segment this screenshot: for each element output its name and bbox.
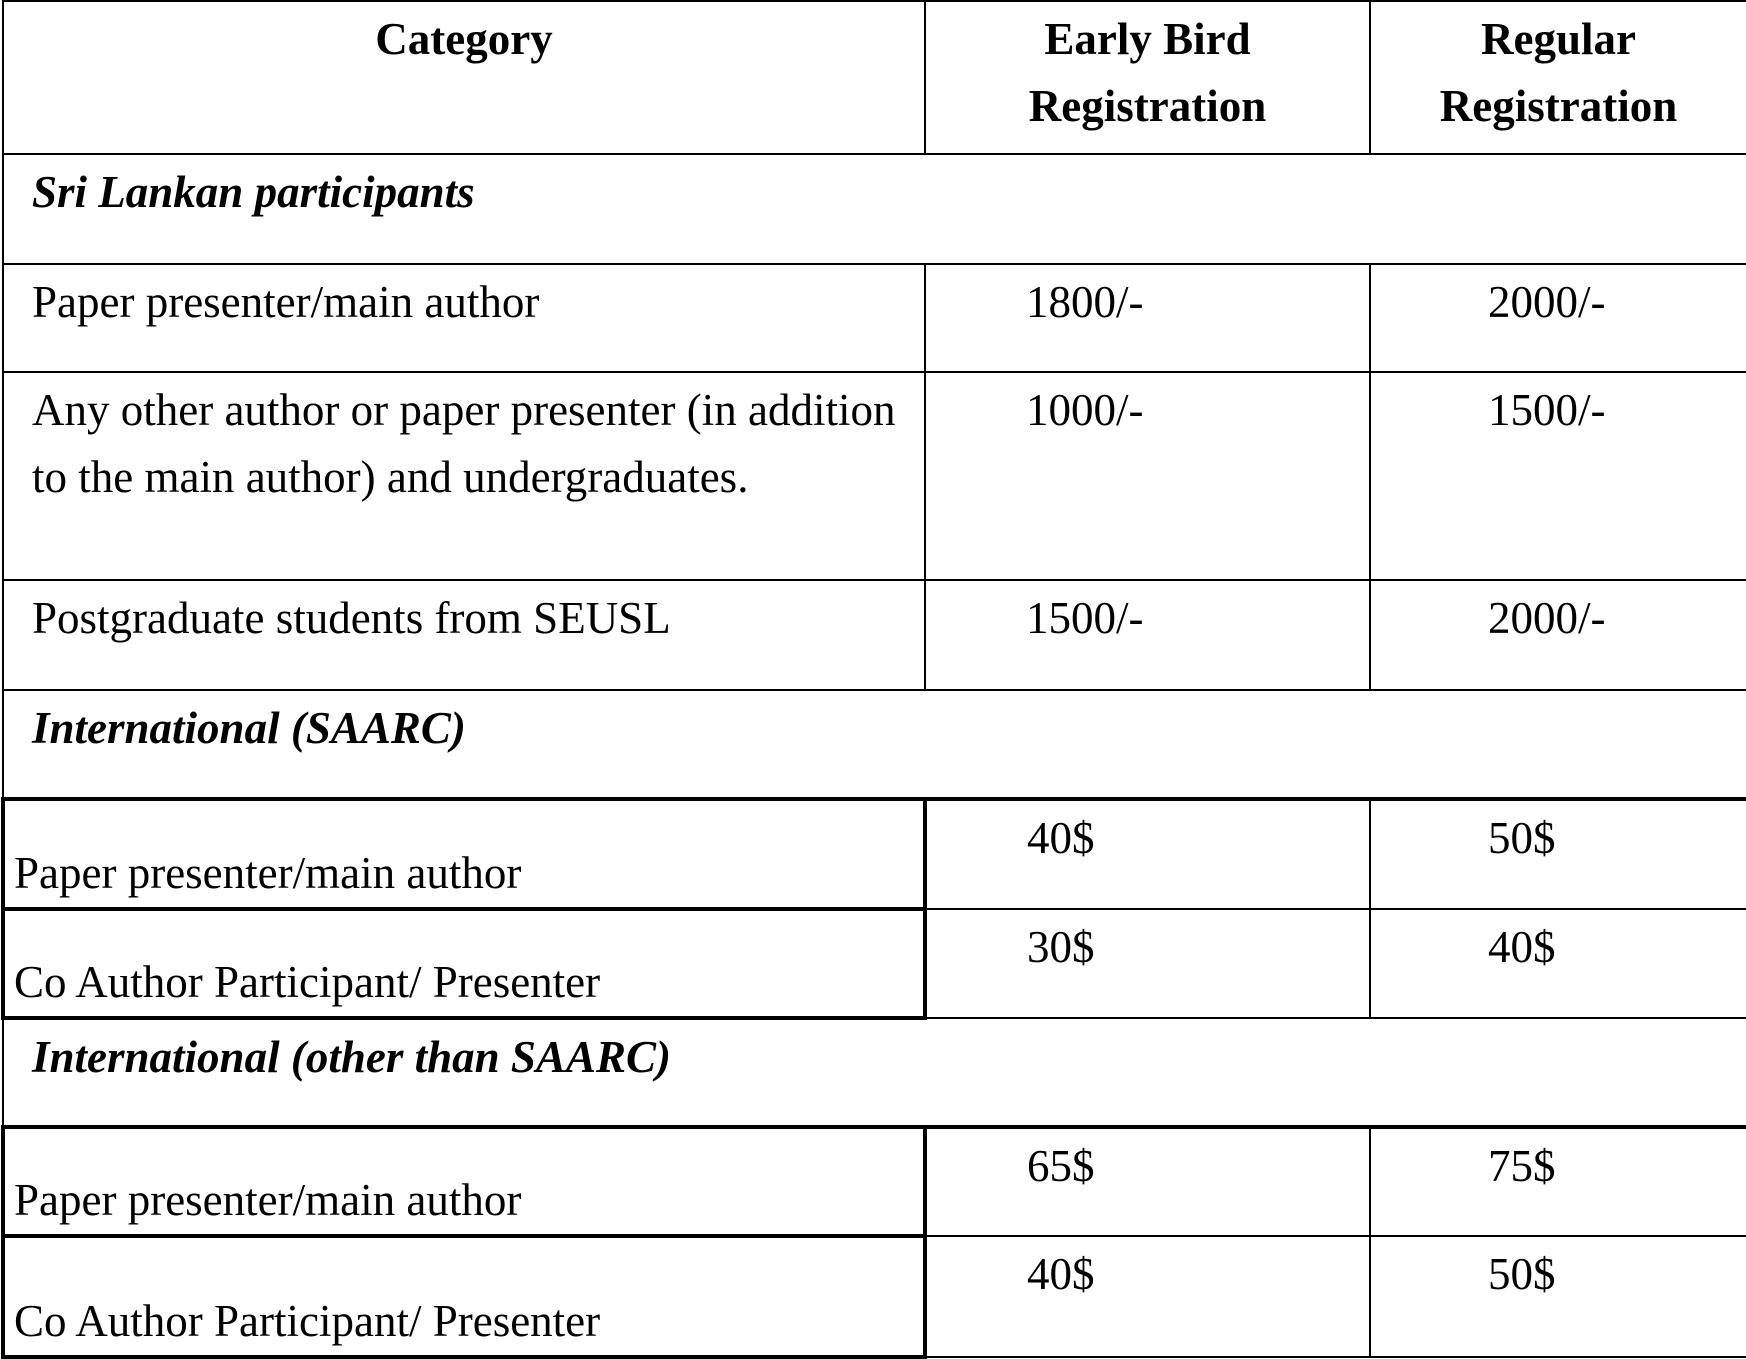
category-cell: Co Author Participant/ Presenter — [3, 1236, 925, 1357]
early-bird-cell: 1000/- — [925, 372, 1370, 580]
table-row — [3, 909, 1746, 1018]
section-title: International (SAARC) — [3, 690, 1746, 799]
header-row — [3, 1, 1746, 154]
regular-cell: 2000/- — [1370, 580, 1746, 690]
registration-fee-table — [1, 0, 1746, 1359]
early-bird-cell: 30$ — [925, 909, 1370, 1018]
regular-cell: 1500/- — [1370, 372, 1746, 580]
regular-cell: 40$ — [1370, 909, 1746, 1018]
header-regular: Regular Registration — [1370, 1, 1746, 154]
early-bird-cell: 40$ — [925, 799, 1370, 909]
header-early-bird: Early Bird Registration — [925, 1, 1370, 154]
regular-cell: 50$ — [1370, 799, 1746, 909]
category-cell: Paper presenter/main author — [3, 264, 925, 372]
header-category: Category — [3, 1, 925, 154]
category-cell: Any other author or paper presenter (in addition to the main author) and undergraduates. — [3, 372, 925, 580]
section-title: International (other than SAARC) — [3, 1018, 1746, 1127]
early-bird-cell: 1500/- — [925, 580, 1370, 690]
category-cell: Postgraduate students from SEUSL — [3, 580, 925, 690]
section-title: Sri Lankan participants — [3, 154, 1746, 264]
early-bird-cell: 65$ — [925, 1127, 1370, 1236]
regular-cell: 50$ — [1370, 1236, 1746, 1357]
table-row — [3, 1236, 1746, 1357]
regular-cell: 2000/- — [1370, 264, 1746, 372]
category-cell: Paper presenter/main author — [3, 1127, 925, 1236]
early-bird-cell: 40$ — [925, 1236, 1370, 1357]
early-bird-cell: 1800/- — [925, 264, 1370, 372]
category-cell: Paper presenter/main author — [3, 799, 925, 909]
category-cell: Co Author Participant/ Presenter — [3, 909, 925, 1018]
table-row — [3, 799, 1746, 909]
table-row — [3, 1127, 1746, 1236]
table-row — [3, 264, 1746, 372]
table-row — [3, 372, 1746, 580]
table-row — [3, 580, 1746, 690]
regular-cell: 75$ — [1370, 1127, 1746, 1236]
